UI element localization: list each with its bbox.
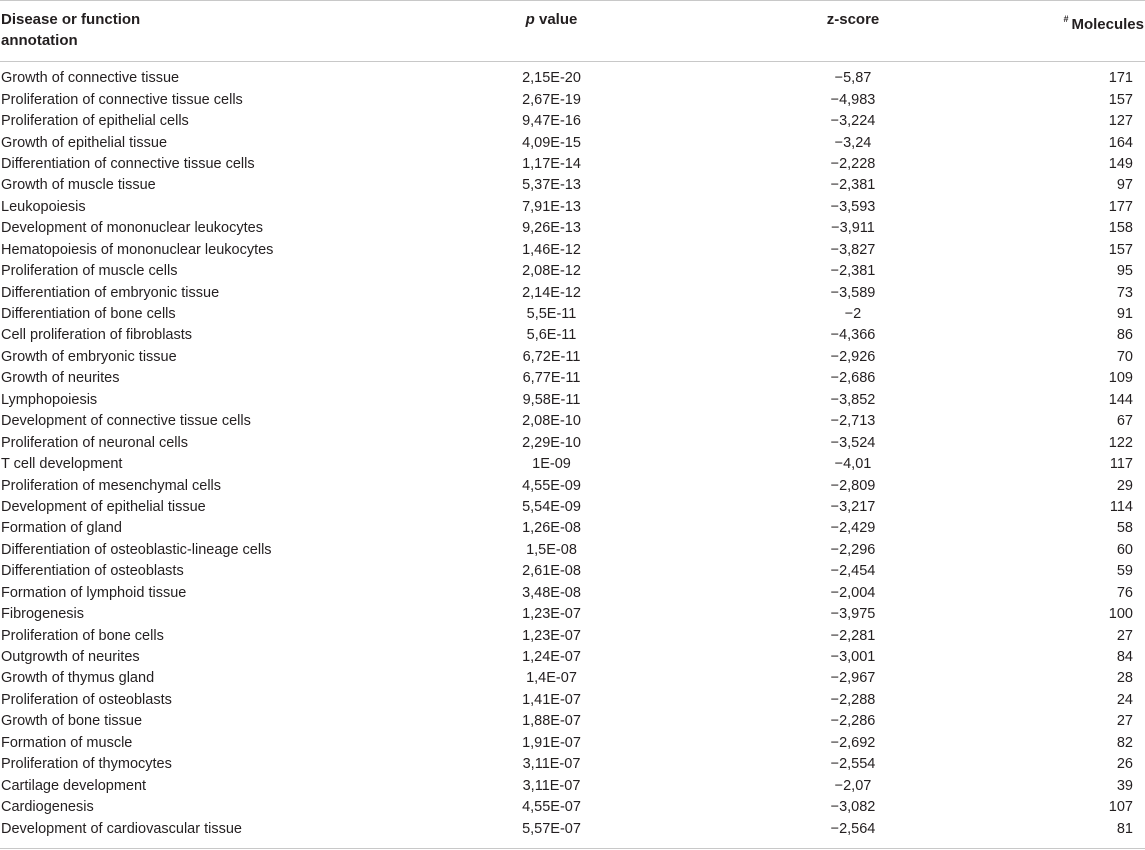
cell-molecules: 127: [1108, 113, 1133, 130]
cell-z-score: −2,686: [830, 370, 876, 387]
cell-molecules: 73: [1116, 284, 1133, 301]
cell-molecules: 28: [1116, 670, 1133, 687]
table-row: [0, 454, 1145, 475]
cell-p-value: 4,09E-15: [522, 134, 581, 151]
cell-molecules: 95: [1116, 263, 1133, 280]
cell-molecules: 177: [1108, 198, 1133, 215]
header-molecules-sup: #: [1063, 14, 1069, 24]
cell-z-score: −3,24: [834, 134, 872, 151]
table-row: [0, 347, 1145, 368]
cell-p-value: 2,15E-20: [522, 70, 581, 87]
cell-z-score: −4,01: [834, 456, 872, 473]
cell-z-score: −2,381: [830, 177, 876, 194]
cell-z-score: −2,004: [830, 584, 876, 601]
cell-annotation: Differentiation of osteoblastic-lineage cells: [1, 541, 272, 558]
cell-z-score: −2: [844, 306, 862, 323]
cell-annotation: Formation of muscle: [1, 734, 133, 751]
cell-annotation: Development of cardiovascular tissue: [0, 818, 398, 848]
table-header: [0, 1, 1145, 62]
table-row: [0, 797, 1145, 818]
cell-molecules: 171: [1108, 70, 1133, 87]
table-row: [0, 411, 1145, 432]
table-body: [0, 62, 1145, 849]
cell-z-score: −2,381: [830, 263, 876, 280]
cell-z-score: −2,07: [834, 777, 872, 794]
table-row: [0, 218, 1145, 239]
cell-molecules: 29: [1116, 477, 1133, 494]
cell-p-value: 2,67E-19: [522, 91, 581, 108]
cell-p-value: 1,4E-07: [526, 670, 577, 687]
cell-annotation: Differentiation of connective tissue cells: [1, 155, 255, 172]
cell-molecules: 149: [1108, 155, 1133, 172]
cell-annotation: Formation of lymphoid tissue: [1, 584, 187, 601]
table-row: [0, 175, 1145, 196]
header-annotation: [0, 1, 398, 62]
cell-p-value: 3,11E-07: [522, 777, 581, 794]
cell-annotation: Proliferation of epithelial cells: [1, 113, 189, 130]
table-row: [0, 62, 1145, 90]
cell-p-value: 1,24E-07: [522, 649, 581, 666]
cell-z-score: −2,713: [830, 413, 876, 430]
table-row: [0, 282, 1145, 303]
cell-annotation: Proliferation of muscle cells: [1, 263, 178, 280]
cell-p-value: 1,5E-08: [526, 541, 577, 558]
cell-annotation: Differentiation of bone cells: [1, 306, 176, 323]
cell-annotation: Proliferation of bone cells: [1, 627, 164, 644]
table-row: [0, 475, 1145, 496]
cell-p-value: 1,17E-14: [522, 155, 581, 172]
header-p-italic: p: [525, 11, 535, 28]
cell-p-value: 5,54E-09: [522, 498, 581, 515]
cell-z-score: −3,524: [830, 434, 876, 451]
cell-molecules: 122: [1108, 434, 1133, 451]
cell-molecules: 157: [1108, 241, 1133, 258]
cell-p-value: 9,58E-11: [522, 391, 581, 408]
table-row: [0, 197, 1145, 218]
table-row: [0, 711, 1145, 732]
cell-z-score: −3,975: [830, 606, 876, 623]
cell-molecules: 144: [1108, 391, 1133, 408]
table-row: [0, 368, 1145, 389]
cell-molecules: 107: [1108, 799, 1133, 816]
cell-z-score: −2,692: [830, 734, 876, 751]
cell-p-value: 5,5E-11: [526, 306, 577, 323]
cell-p-value: 5,37E-13: [522, 177, 581, 194]
cell-molecules: 59: [1116, 563, 1133, 580]
table-row: [0, 325, 1145, 346]
cell-p-value: 4,55E-09: [522, 477, 581, 494]
cell-annotation: Hematopoiesis of mononuclear leukocytes: [1, 241, 274, 258]
cell-z-score: −3,589: [830, 284, 876, 301]
cell-molecules: 27: [1116, 713, 1133, 730]
cell-p-value: 1,23E-07: [522, 627, 581, 644]
cell-p-value: 1,46E-12: [522, 241, 581, 258]
cell-molecules: 86: [1116, 327, 1133, 344]
cell-annotation: Cell proliferation of fibroblasts: [1, 327, 193, 344]
cell-annotation: Growth of bone tissue: [1, 713, 143, 730]
cell-annotation: Proliferation of neuronal cells: [1, 434, 188, 451]
cell-annotation: Growth of thymus gland: [1, 670, 155, 687]
cell-annotation: Growth of epithelial tissue: [1, 134, 168, 151]
header-row: [0, 1, 1145, 62]
cell-z-score: −3,593: [830, 198, 876, 215]
cell-z-score: −2,429: [830, 520, 876, 537]
table-row: [0, 625, 1145, 646]
cell-annotation: Development of connective tissue cells: [1, 413, 251, 430]
cell-p-value: 1,26E-08: [522, 520, 581, 537]
cell-molecules: 60: [1116, 541, 1133, 558]
cell-annotation: Proliferation of connective tissue cells: [1, 91, 243, 108]
header-annotation-line2: annotation: [1, 32, 78, 49]
table-row: [0, 647, 1145, 668]
cell-p-value: 1,23E-07: [522, 606, 581, 623]
cell-annotation: Growth of connective tissue: [1, 70, 180, 87]
cell-annotation: Differentiation of osteoblasts: [1, 563, 184, 580]
cell-molecules: 58: [1116, 520, 1133, 537]
table-row: [0, 818, 1145, 848]
cell-annotation: Formation of gland: [1, 520, 122, 537]
cell-annotation: Cardiogenesis: [1, 799, 94, 816]
cell-z-score: −2,809: [830, 477, 876, 494]
cell-p-value: 1E-09: [532, 456, 571, 473]
cell-p-value: 2,14E-12: [522, 284, 581, 301]
cell-z-score: −2,288: [830, 691, 876, 708]
cell-p-value: 1,91E-07: [522, 734, 581, 751]
table-row: [0, 540, 1145, 561]
cell-z-score: −3,852: [830, 391, 876, 408]
cell-z-score: −4,983: [830, 91, 876, 108]
cell-p-value: 2,29E-10: [522, 434, 581, 451]
cell-z-score: −2,926: [830, 348, 876, 365]
cell-molecules: 97: [1116, 177, 1133, 194]
table-row: [0, 432, 1145, 453]
cell-p-value: 3,11E-07: [522, 756, 581, 773]
cell-p-value: 1,88E-07: [522, 713, 581, 730]
cell-molecules: 157: [1108, 91, 1133, 108]
cell-annotation: Growth of muscle tissue: [1, 177, 156, 194]
cell-molecules: 39: [1116, 777, 1133, 794]
cell-annotation: Growth of embryonic tissue: [1, 348, 177, 365]
cell-p-value: 5,6E-11: [526, 327, 577, 344]
cell-z-score: −2,564: [675, 818, 1001, 848]
table-row: [0, 690, 1145, 711]
cell-p-value: 1,41E-07: [522, 691, 581, 708]
header-molecules: [1001, 1, 1145, 62]
cell-z-score: −2,967: [830, 670, 876, 687]
table-row: [0, 775, 1145, 796]
cell-molecules: 81: [1001, 818, 1145, 848]
cell-z-score: −2,281: [830, 627, 876, 644]
cell-annotation: Proliferation of mesenchymal cells: [1, 477, 222, 494]
table-row: [0, 754, 1145, 775]
table-row: [0, 561, 1145, 582]
cell-molecules: 100: [1108, 606, 1133, 623]
table-row: [0, 240, 1145, 261]
cell-p-value: 4,55E-07: [522, 799, 581, 816]
cell-z-score: −4,366: [830, 327, 876, 344]
cell-annotation: Outgrowth of neurites: [1, 649, 140, 666]
table-row: [0, 583, 1145, 604]
cell-annotation: Leukopoiesis: [1, 198, 86, 215]
cell-p-value: 6,77E-11: [522, 370, 581, 387]
cell-z-score: −3,082: [830, 799, 876, 816]
cell-p-value: 6,72E-11: [522, 348, 581, 365]
table-row: [0, 497, 1145, 518]
cell-annotation: Fibrogenesis: [1, 606, 85, 623]
cell-molecules: 84: [1116, 649, 1133, 666]
cell-p-value: 2,08E-12: [522, 263, 581, 280]
cell-molecules: 109: [1108, 370, 1133, 387]
cell-z-score: −3,827: [830, 241, 876, 258]
cell-molecules: 24: [1116, 691, 1133, 708]
cell-annotation: Lymphopoiesis: [1, 391, 98, 408]
cell-molecules: 27: [1116, 627, 1133, 644]
cell-z-score: −2,554: [830, 756, 876, 773]
cell-z-score: −3,911: [831, 220, 875, 237]
cell-z-score: −3,224: [830, 113, 876, 130]
table-row: [0, 111, 1145, 132]
cell-z-score: −5,87: [834, 70, 872, 87]
cell-z-score: −2,296: [830, 541, 876, 558]
table-row: [0, 89, 1145, 110]
header-z-score: z-score: [675, 1, 1001, 62]
cell-molecules: 70: [1116, 348, 1133, 365]
cell-molecules: 164: [1108, 134, 1133, 151]
cell-annotation: Proliferation of osteoblasts: [1, 691, 172, 708]
cell-p-value: 7,91E-13: [522, 198, 581, 215]
cell-z-score: −2,454: [830, 563, 876, 580]
cell-z-score: −2,228: [830, 155, 876, 172]
cell-p-value: 9,47E-16: [522, 113, 581, 130]
cell-molecules: 158: [1108, 220, 1133, 237]
table-row: [0, 304, 1145, 325]
table-row: [0, 518, 1145, 539]
cell-p-value: 3,48E-08: [522, 584, 581, 601]
header-p-rest: value: [534, 11, 578, 28]
header-molecules-label: Molecules: [1071, 16, 1144, 33]
cell-p-value: 2,08E-10: [522, 413, 581, 430]
cell-molecules: 82: [1116, 734, 1133, 751]
cell-annotation: Development of mononuclear leukocytes: [1, 220, 263, 237]
cell-annotation: Differentiation of embryonic tissue: [1, 284, 220, 301]
table-row: [0, 733, 1145, 754]
cell-p-value: 9,26E-13: [522, 220, 581, 237]
cell-molecules: 117: [1109, 456, 1133, 473]
cell-annotation: Development of epithelial tissue: [1, 498, 206, 515]
cell-z-score: −2,286: [830, 713, 876, 730]
cell-molecules: 67: [1116, 413, 1133, 430]
cell-molecules: 26: [1116, 756, 1133, 773]
cell-molecules: 114: [1109, 498, 1133, 515]
table-row: [0, 261, 1145, 282]
table-row: [0, 390, 1145, 411]
cell-annotation: Proliferation of thymocytes: [1, 756, 172, 773]
table-row: [0, 154, 1145, 175]
cell-annotation: Growth of neurites: [1, 370, 120, 387]
cell-z-score: −3,217: [830, 498, 876, 515]
cell-annotation: Cartilage development: [1, 777, 147, 794]
cell-z-score: −3,001: [830, 649, 876, 666]
cell-annotation: T cell development: [1, 456, 123, 473]
cell-p-value: 2,61E-08: [522, 563, 581, 580]
table-row: [0, 604, 1145, 625]
cell-p-value: 5,57E-07: [398, 818, 675, 848]
table-row: [0, 132, 1145, 153]
header-p-value: [398, 1, 675, 62]
table-row: [0, 668, 1145, 689]
cell-molecules: 91: [1116, 306, 1133, 323]
cell-molecules: 76: [1116, 584, 1133, 601]
header-annotation-line1: Disease or function: [1, 11, 141, 28]
